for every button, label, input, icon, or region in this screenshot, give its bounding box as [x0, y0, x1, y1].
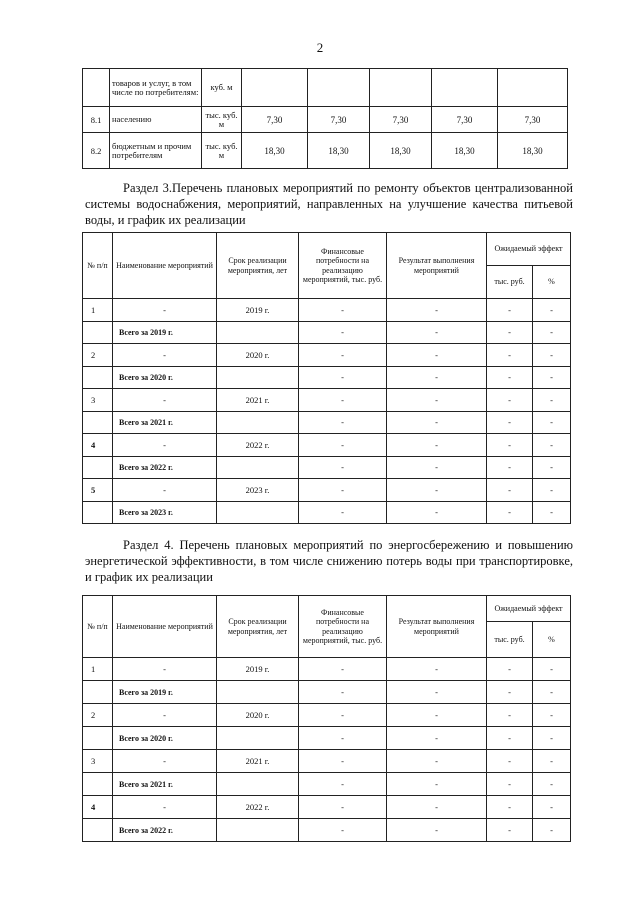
- finance-cell: -: [299, 704, 387, 727]
- table-row: [83, 389, 571, 412]
- value-cell: 18,30: [242, 133, 308, 169]
- effect-pct-cell: -: [533, 344, 571, 367]
- effect-pct-cell: -: [533, 389, 571, 412]
- measure-name: -: [113, 658, 217, 681]
- value-cell: 18,30: [498, 133, 568, 169]
- total-label: Всего за 2020 г.: [113, 366, 217, 389]
- effect-rub-cell: -: [487, 819, 533, 842]
- term-cell: 2022 г.: [217, 796, 299, 819]
- value-cell: 18,30: [308, 133, 370, 169]
- finance-cell: -: [299, 773, 387, 796]
- result-cell: -: [387, 389, 487, 412]
- effect-pct-cell: -: [533, 299, 571, 322]
- value-cell: 7,30: [308, 107, 370, 133]
- row-number: 4: [83, 434, 113, 457]
- value-cell: 18,30: [370, 133, 432, 169]
- result-cell: -: [387, 299, 487, 322]
- result-cell: -: [387, 456, 487, 479]
- effect-rub-cell: -: [487, 411, 533, 434]
- result-cell: -: [387, 658, 487, 681]
- finance-cell: -: [299, 796, 387, 819]
- unit-label: тыс. куб. м: [202, 107, 242, 133]
- row-number: [83, 501, 113, 524]
- value-cell: 7,30: [498, 107, 568, 133]
- total-label: Всего за 2019 г.: [113, 321, 217, 344]
- total-label: Всего за 2021 г.: [113, 411, 217, 434]
- table-row: [83, 796, 571, 819]
- effect-rub-cell: -: [487, 456, 533, 479]
- effect-pct-cell: -: [533, 411, 571, 434]
- total-label: Всего за 2021 г.: [113, 773, 217, 796]
- effect-pct-cell: -: [533, 819, 571, 842]
- row-number: 3: [83, 750, 113, 773]
- row-number: [83, 773, 113, 796]
- term-cell: 2019 г.: [217, 299, 299, 322]
- table-row: [83, 344, 571, 367]
- header-effect-pct: %: [533, 266, 571, 299]
- measure-name: -: [113, 479, 217, 502]
- finance-cell: -: [299, 456, 387, 479]
- row-number: 8.1: [83, 107, 110, 133]
- row-number: [83, 456, 113, 479]
- table-row: [83, 727, 571, 750]
- value-cell: [432, 69, 498, 107]
- table-row: [83, 501, 571, 524]
- finance-cell: -: [299, 479, 387, 502]
- section-3-text: 3.Перечень плановых мероприятий по ремонту объектов централизованной системы водоснабжения, мероприятий, направленных на улучшение качества питьевой воды, и график их реализации: [85, 181, 573, 227]
- table-row: [83, 107, 568, 133]
- term-cell: [217, 366, 299, 389]
- header-term: Срок реализации мероприятия, лет: [217, 233, 299, 299]
- row-number: 8.2: [83, 133, 110, 169]
- page-number: 2: [316, 40, 324, 55]
- header-effect-pct: %: [533, 622, 571, 658]
- effect-pct-cell: -: [533, 727, 571, 750]
- value-cell: 7,30: [432, 107, 498, 133]
- result-cell: -: [387, 727, 487, 750]
- row-number: [83, 819, 113, 842]
- effect-pct-cell: -: [533, 750, 571, 773]
- effect-rub-cell: -: [487, 299, 533, 322]
- result-cell: -: [387, 366, 487, 389]
- term-cell: 2022 г.: [217, 434, 299, 457]
- result-cell: -: [387, 434, 487, 457]
- header-num: № п/п: [83, 233, 113, 299]
- term-cell: 2021 г.: [217, 389, 299, 412]
- measure-name: -: [113, 344, 217, 367]
- header-num: № п/п: [83, 596, 113, 658]
- result-cell: -: [387, 796, 487, 819]
- term-cell: [217, 681, 299, 704]
- effect-pct-cell: -: [533, 681, 571, 704]
- term-cell: [217, 501, 299, 524]
- unit-label: куб. м: [202, 69, 242, 107]
- header-effect: Ожидаемый эффект: [487, 233, 571, 266]
- term-cell: 2023 г.: [217, 479, 299, 502]
- effect-rub-cell: -: [487, 750, 533, 773]
- effect-rub-cell: -: [487, 434, 533, 457]
- value-cell: 7,30: [370, 107, 432, 133]
- header-finance: Финансовые потребности на реализацию мероприятий, тыс. руб.: [299, 233, 387, 299]
- effect-pct-cell: -: [533, 773, 571, 796]
- consumption-table: [82, 68, 568, 169]
- measure-name: -: [113, 750, 217, 773]
- row-number: 2: [83, 704, 113, 727]
- measure-name: -: [113, 299, 217, 322]
- value-cell: 7,30: [242, 107, 308, 133]
- result-cell: -: [387, 704, 487, 727]
- effect-pct-cell: -: [533, 796, 571, 819]
- term-cell: 2020 г.: [217, 704, 299, 727]
- row-number: [83, 411, 113, 434]
- effect-pct-cell: -: [533, 366, 571, 389]
- measure-name: -: [113, 704, 217, 727]
- value-cell: [308, 69, 370, 107]
- effect-rub-cell: -: [487, 479, 533, 502]
- finance-cell: -: [299, 501, 387, 524]
- effect-pct-cell: -: [533, 434, 571, 457]
- section-4-table: [82, 595, 571, 842]
- effect-rub-cell: -: [487, 796, 533, 819]
- effect-rub-cell: -: [487, 773, 533, 796]
- term-cell: [217, 321, 299, 344]
- table-row: [83, 434, 571, 457]
- consumer-name: населению: [110, 107, 202, 133]
- table-row: [83, 321, 571, 344]
- table-row: [83, 658, 571, 681]
- header-name: Наименование мероприятий: [113, 596, 217, 658]
- header-result: Результат выполнения мероприятий: [387, 233, 487, 299]
- result-cell: -: [387, 681, 487, 704]
- row-number: [83, 681, 113, 704]
- result-cell: -: [387, 819, 487, 842]
- result-cell: -: [387, 501, 487, 524]
- effect-rub-cell: -: [487, 704, 533, 727]
- header-result: Результат выполнения мероприятий: [387, 596, 487, 658]
- table-row: [83, 819, 571, 842]
- effect-rub-cell: -: [487, 389, 533, 412]
- table-row: [83, 366, 571, 389]
- section-3-prefix: Раздел: [123, 181, 159, 195]
- result-cell: -: [387, 344, 487, 367]
- term-cell: 2020 г.: [217, 344, 299, 367]
- finance-cell: -: [299, 750, 387, 773]
- result-cell: -: [387, 321, 487, 344]
- measure-name: -: [113, 796, 217, 819]
- row-number: 2: [83, 344, 113, 367]
- value-cell: 18,30: [432, 133, 498, 169]
- header-effect-rub: тыс. руб.: [487, 622, 533, 658]
- table-row: [83, 681, 571, 704]
- term-cell: [217, 773, 299, 796]
- row-number: [83, 69, 110, 107]
- section-3-title: [85, 180, 573, 228]
- row-number: 1: [83, 299, 113, 322]
- finance-cell: -: [299, 389, 387, 412]
- finance-cell: -: [299, 411, 387, 434]
- row-number: 4: [83, 796, 113, 819]
- effect-rub-cell: -: [487, 344, 533, 367]
- table-row: [83, 411, 571, 434]
- row-number: [83, 727, 113, 750]
- table-row: [83, 773, 571, 796]
- row-number: [83, 321, 113, 344]
- total-label: Всего за 2020 г.: [113, 727, 217, 750]
- effect-pct-cell: -: [533, 479, 571, 502]
- row-number: 3: [83, 389, 113, 412]
- term-cell: [217, 456, 299, 479]
- effect-rub-cell: -: [487, 321, 533, 344]
- total-label: Всего за 2022 г.: [113, 819, 217, 842]
- row-number: 5: [83, 479, 113, 502]
- consumer-name: товаров и услуг, в том числе по потребителям:: [110, 69, 202, 107]
- finance-cell: -: [299, 434, 387, 457]
- table-row: [83, 704, 571, 727]
- term-cell: [217, 819, 299, 842]
- table-row: [83, 133, 568, 169]
- effect-rub-cell: -: [487, 366, 533, 389]
- finance-cell: -: [299, 727, 387, 750]
- value-cell: [370, 69, 432, 107]
- total-label: Всего за 2023 г.: [113, 501, 217, 524]
- measure-name: -: [113, 389, 217, 412]
- table-row: [83, 456, 571, 479]
- row-number: 1: [83, 658, 113, 681]
- value-cell: [242, 69, 308, 107]
- table-row: [83, 750, 571, 773]
- header-finance: Финансовые потребности на реализацию мероприятий, тыс. руб.: [299, 596, 387, 658]
- result-cell: -: [387, 773, 487, 796]
- finance-cell: -: [299, 299, 387, 322]
- effect-pct-cell: -: [533, 321, 571, 344]
- header-term: Срок реализации мероприятия, лет: [217, 596, 299, 658]
- finance-cell: -: [299, 681, 387, 704]
- effect-pct-cell: -: [533, 501, 571, 524]
- effect-rub-cell: -: [487, 658, 533, 681]
- row-number: [83, 366, 113, 389]
- effect-rub-cell: -: [487, 681, 533, 704]
- effect-pct-cell: -: [533, 704, 571, 727]
- header-effect-rub: тыс. руб.: [487, 266, 533, 299]
- section-4-prefix: Раздел 4.: [123, 538, 174, 552]
- term-cell: 2019 г.: [217, 658, 299, 681]
- total-label: Всего за 2022 г.: [113, 456, 217, 479]
- table-row: [83, 299, 571, 322]
- finance-cell: -: [299, 819, 387, 842]
- finance-cell: -: [299, 344, 387, 367]
- measure-name: -: [113, 434, 217, 457]
- section-4-title: [85, 537, 573, 585]
- finance-cell: -: [299, 366, 387, 389]
- section-4-text: Перечень плановых мероприятий по энергосбережению и повышению энергетической эффективности, в том числе снижению потерь воды при транспортировке, и график их реализации: [85, 538, 573, 584]
- consumer-name: бюджетным и прочим потребителям: [110, 133, 202, 169]
- header-effect: Ожидаемый эффект: [487, 596, 571, 622]
- finance-cell: -: [299, 658, 387, 681]
- result-cell: -: [387, 750, 487, 773]
- effect-pct-cell: -: [533, 658, 571, 681]
- effect-rub-cell: -: [487, 727, 533, 750]
- value-cell: [498, 69, 568, 107]
- effect-rub-cell: -: [487, 501, 533, 524]
- table-row: [83, 479, 571, 502]
- result-cell: -: [387, 411, 487, 434]
- table-row: [83, 69, 568, 107]
- section-3-table: [82, 232, 571, 524]
- unit-label: тыс. куб. м: [202, 133, 242, 169]
- header-name: Наименование мероприятий: [113, 233, 217, 299]
- term-cell: [217, 727, 299, 750]
- term-cell: 2021 г.: [217, 750, 299, 773]
- finance-cell: -: [299, 321, 387, 344]
- total-label: Всего за 2019 г.: [113, 681, 217, 704]
- term-cell: [217, 411, 299, 434]
- effect-pct-cell: -: [533, 456, 571, 479]
- result-cell: -: [387, 479, 487, 502]
